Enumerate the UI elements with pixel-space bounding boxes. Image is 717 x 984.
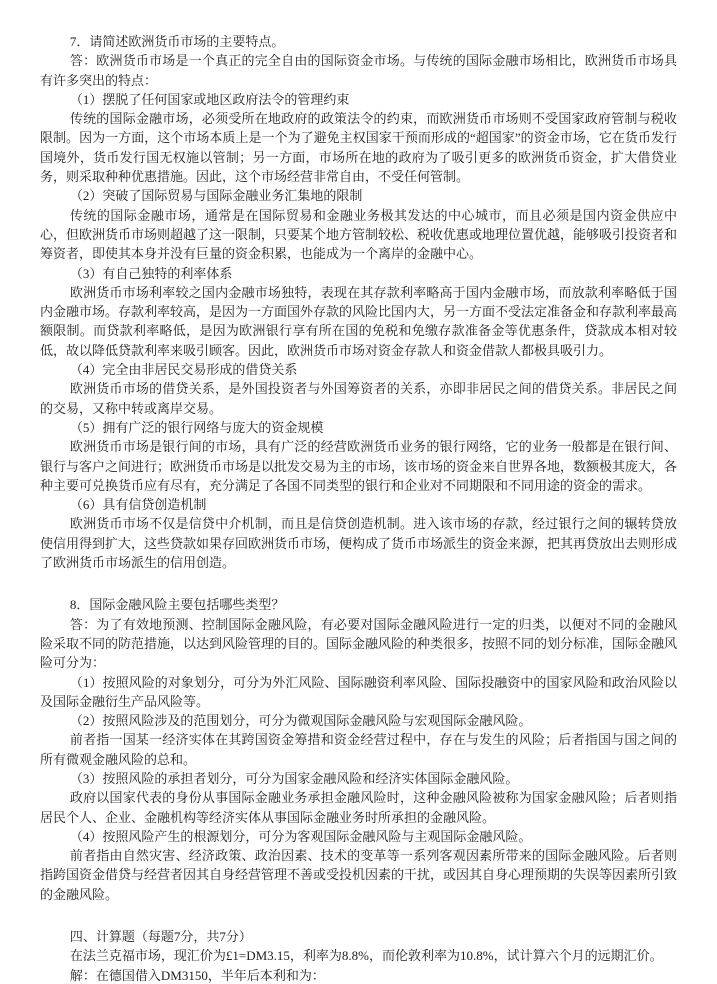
- risk-type-item-2-detail: 前者指一国某一经济实体在其跨国资金筹措和资金经营过程中，存在与发生的风险；后者指国与国之间的所有微观金融风险的总和。: [40, 732, 677, 767]
- risk-type-item-1: （1）按照风险的对象划分，可分为外汇风险、国际融资利率风险、国际投融资中的国家风险和政治风险以及国际金融衍生产品风险等。: [40, 674, 677, 709]
- feature-item-3-heading: （3）有自己独特的利率体系: [69, 265, 233, 281]
- risk-type-item-2: （2）按照风险涉及的范围划分，可分为微观国际金融风险与宏观国际金融风险。: [69, 713, 532, 729]
- feature-item-3-body: 欧洲货币市场利率较之国内金融市场独特，表现在其存款利率略高于国内金融市场，而放款利率略低于国内金融市场。存款利率较高，是因为一方面国外存款的风险比国内大，另一方面不受法定准备金和存款利率最高额限制。而贷款利率略低，是因为欧洲银行享有所在国的免税和免缴存款准备金等优惠条件，贷款成本相对较低，故以降低贷款利率来吸引顾客。因此，欧洲货币市场对资金存款人和资金借款人都极具吸引力。: [40, 284, 678, 358]
- question-7-answer-intro: 答：欧洲货币市场是一个真正的完全自由的国际资金市场。与传统的国际金融市场相比，欧洲货币市场具有许多突出的特点：: [40, 53, 677, 88]
- feature-item-6-heading: （6）具有信贷创造机制: [69, 497, 207, 513]
- feature-item-4-heading: （4）完全由非居民交易形成的借贷关系: [69, 362, 298, 378]
- calc-section-heading: 四、计算题（每题7分，共7分）: [69, 929, 252, 945]
- feature-item-1-body: 传统的国际金融市场，必须受所在地政府的政策法令的约束，而欧洲货币市场则不受国家政府管制与税收限制。因为一方面，这个市场本质上是一个为了避免主权国家干预而形成的“超国家”的资金市场，它在货币发行国境外，货币发行国无权施以管制；另一方面，市场所在地的政府为了吸引更多的欧洲货币资金，扩大借贷业务，则采取种种优惠措施。因此，这个市场经营非常自由，不受任何管制。: [40, 111, 677, 185]
- question-8-answer-intro: 答：为了有效地预测、控制国际金融风险，有必要对国际金融风险进行一定的归类，以便对不同的金融风险采取不同的防范措施，以达到风险管理的目的。国际金融风险的种类很多，按照不同的划分标准，国际金融风险可分为：: [40, 616, 678, 671]
- feature-item-2-heading: （2）突破了国际贸易与国际金融业务汇集地的限制: [69, 188, 363, 204]
- feature-item-5-body: 欧洲货币市场是银行间的市场，具有广泛的经营欧洲货币业务的银行网络，它的业务一般都是在银行间、银行与客户之间进行；欧洲货币市场是以批发交易为主的市场，该市场的资金来自世界各地，数额极其庞大，各种主要可兑换货币应有尽有，充分满足了各国不同类型的银行和企业对不同期限和不同用途的资金的需求。: [40, 439, 678, 493]
- feature-item-6-body: 欧洲货币市场不仅是信贷中介机制，而且是信贷创造机制。进入该市场的存款，经过银行之间的辗转贷放使信用得到扩大，这些贷款如果存回欧洲货币市场，便构成了货币市场派生的资金来源，把其再贷放出去则形成了欧洲货币市场派生的信用创造。: [40, 516, 678, 571]
- risk-type-item-3-detail: 政府以国家代表的身份从事国际金融业务承担金融风险时，这种金融风险被称为国家金融风险；后者则指居民个人、企业、金融机构等经济实体从事国际金融业务时所承担的金融风险。: [40, 790, 677, 825]
- feature-item-4-body: 欧洲货币市场的借贷关系，是外国投资者与外国筹资者的关系，亦即非居民之间的借贷关系。非居民之间的交易，又称中转或离岸交易。: [40, 381, 677, 416]
- feature-item-5-heading: （5）拥有广泛的银行网络与庞大的资金规模: [69, 419, 324, 435]
- calc-problem-statement: 在法兰克福市场，现汇价为£1=DM3.15，利率为8.8%，而伦敦利率为10.8%，试计算六个月的远期汇价。: [69, 948, 663, 964]
- question-7-title: 7．请简述欧洲货币市场的主要特点。: [69, 34, 285, 49]
- risk-type-item-4: （4）按照风险产生的根源划分，可分为客观国际金融风险与主观国际金融风险。: [69, 828, 532, 844]
- risk-type-item-3: （3）按照风险的承担者划分，可分为国家金融风险和经济实体国际金融风险。: [69, 770, 519, 786]
- question-8-title: 8．国际金融风险主要包括哪些类型？: [69, 597, 285, 613]
- feature-item-2-body: 传统的国际金融市场，通常是在国际贸易和金融业务极其发达的中心城市，而且必须是国内资金供应中心，但欧洲货币市场则超越了这一限制，只要某个地方管制较松、税收优惠或地理位置优越，能够吸引投资者和筹资者，即使其本身并没有巨量的资金积累，也能成为一个离岸的金融中心。: [40, 207, 678, 262]
- calc-solution-intro: 解：在德国借入DM3150，半年后本利和为：: [69, 967, 325, 983]
- feature-item-1-heading: （1）摆脱了任何国家或地区政府法令的管理约束: [69, 91, 350, 107]
- risk-type-item-4-detail: 前者指由自然灾害、经济政策、政治因素、技术的变革等一系列客观因素所带来的国际金融风险。后者则指跨国资金借贷与经营者因其自身经营管理不善或受投机因素的干扰，或因其自身心理预期的失误等因素所引致的金融风险。: [40, 848, 678, 902]
